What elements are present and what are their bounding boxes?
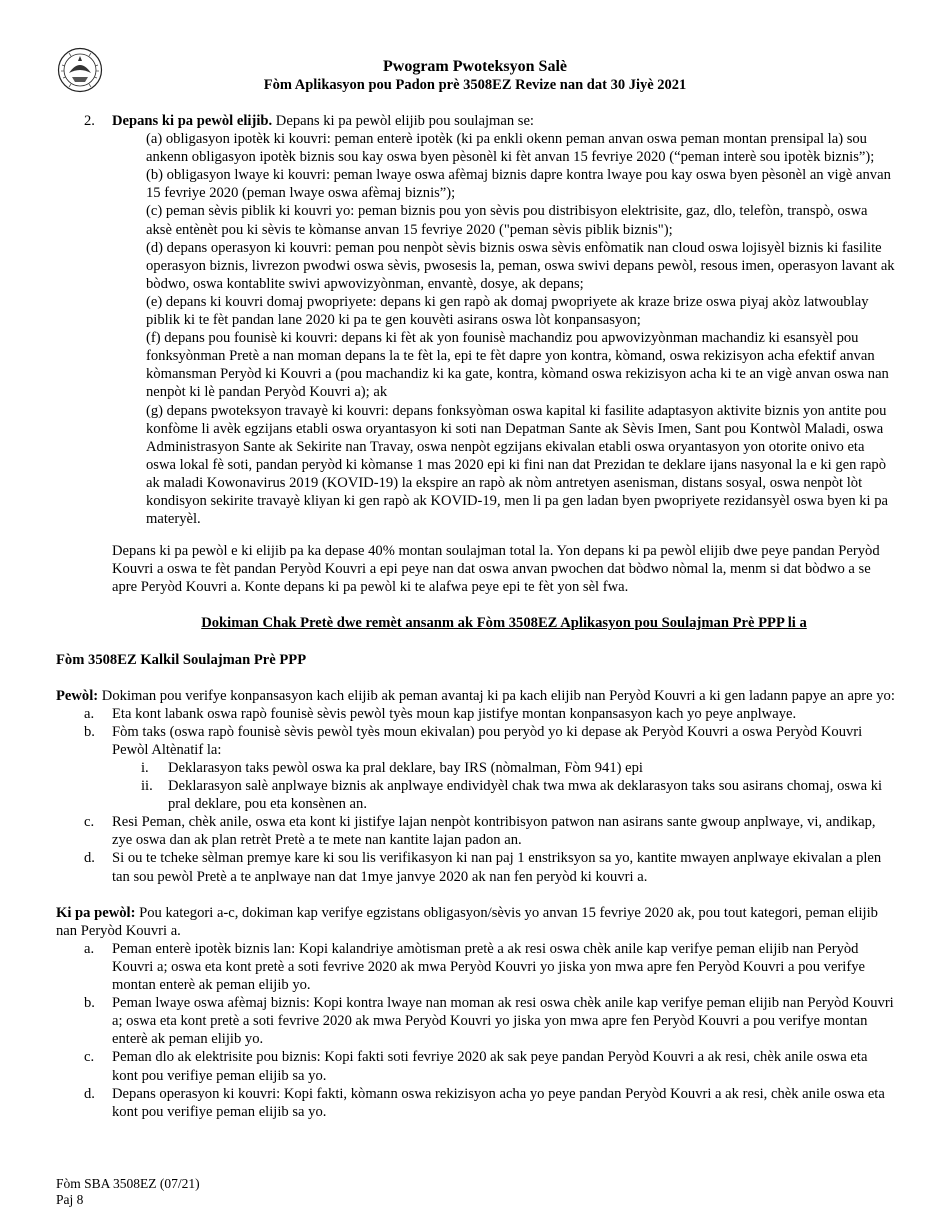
nonpayroll-paragraph: [56, 904, 896, 940]
list-marker: d.: [84, 850, 95, 867]
list-item-text: Deklarasyon taks pewòl oswa ka pral deklare, bay IRS (nòmalman, Fòm 941) epi: [168, 760, 643, 776]
list-item: [56, 705, 896, 723]
page-footer: [56, 1176, 200, 1208]
list-item-roman: [56, 777, 896, 813]
item-heading: Depans ki pa pewòl elijib.: [112, 113, 273, 129]
list-item-text: Resi Peman, chèk anile, oswa eta kont ki jistifye lajan nenpòt kontribisyon patwon nan asirans sante gwoup anplwaye, vi, andikap, zye oswa dan ak plan retrèt Pretè a te mete nan kantite lajan padon an.: [112, 814, 876, 849]
list-item-text: Peman dlo ak elektrisite pou biznis: Kopi fakti soti fevriye 2020 ak sak peye pandan Peryòd Kouvri a ak resi, chèk anile oswa eta kont pou verifiye peman elijib sa yo.: [112, 1049, 868, 1084]
item-number: 2.: [84, 113, 95, 129]
document-subtitle: Fòm Aplikasyon pou Padon prè 3508EZ Revize nan dat 30 Jiyè 2021: [263, 77, 687, 93]
nonpayroll-label: Ki pa pewòl:: [56, 904, 136, 921]
list-marker: c.: [84, 1049, 95, 1066]
document-header: [0, 57, 950, 95]
list-item-text: Peman enterè ipotèk biznis lan: Kopi kalandriye amòtisman pretè a ak resi oswa chèk anile kap verifye peman elijib nan Peryòd Kouvri a; oswa eta kont pretè a soti fevrive 2020 ak mwa Peryòd Kouvri yo jiska yon mwa apre fen Peryòd Kouvri a pou verifye montan enterè ak peman elijib yo.: [112, 940, 865, 994]
list-item-text: Depans operasyon ki kouvri: Kopi fakti, kòmann oswa rekizisyon acha yo peye pandan Peryòd Kouvri a ak resi, chèk anile oswa eta kont pou verifiye peman elijib sa yo.: [112, 1085, 885, 1120]
form-heading: Fòm 3508EZ Kalkil Soulajman Prè PPP: [56, 651, 307, 668]
list-marker: b.: [84, 995, 95, 1012]
list-marker: ii.: [141, 778, 153, 795]
nonpayroll-costs-item: [56, 112, 896, 130]
list-item: [56, 940, 896, 994]
list-marker: a.: [84, 705, 95, 722]
list-item-text: Si ou te tcheke sèlman premye kare ki sou lis verifikasyon ki nan paj 1 enstriksyon sa yo, kantite mwayen anplwaye ekivalan a plen tan sou pewòl Pretè a te anplwaye nan dat 1mye janvye 2020 ak nan fen peryòd ki kouvri a.: [112, 850, 882, 885]
subitem-a: (a) obligasyon ipotèk ki kouvri: peman enterè ipotèk (ki pa enkli okenn peman anvan oswa peman montan prensipal la) sou ankenn obligasyon ipotèk biznis sou kay oswa byen pèsonèl ki fèt anvan 15 fevriye 2020 (“peman interè sou ipotèk biznis”);: [146, 131, 875, 166]
list-item: [56, 813, 896, 849]
list-marker: c.: [84, 814, 95, 831]
payroll-text: Dokiman pou verifye konpansasyon kach elijib ak peman avantaj ki pa kach elijib nan Peryòd Kouvri a ki gen ladann papye an apre yo:: [98, 687, 895, 704]
list-item: [56, 1085, 896, 1121]
list-item-text: Deklarasyon salè anplwaye biznis ak anplwaye endividyèl chak twa mwa ak deklarasyon taks sou asirans chomaj, oswa ki pral deklare, pou eta konsènen an.: [168, 778, 883, 813]
nonpayroll-text: Pou kategori a-c, dokiman kap verifye egzistans obligasyon/sèvis yo anvan 15 fevriye 2020 ak, pou tout kategori, peman elijib nan Peryòd Kouvri a.: [56, 904, 878, 939]
subitem-d: (d) depans operasyon ki kouvri: peman pou nenpòt sèvis biznis oswa sèvis enfòmatik nan cloud oswa lojisyèl biznis ki fasilite operasyon biznis, livrezon pwodwi oswa sèvis, pwosesis la, peman, oswa swivi depans pewòl, resous imen, operasyon lavant ak bòdwo, oswa kontablite swivi apwovizyònman, envantè, dosye, ak depans;: [146, 239, 895, 292]
list-item-roman: [56, 759, 896, 777]
list-item-text: Fòm taks (oswa rapò founisè sèvis pewòl tyès moun ekivalan) pou peryòd yo ki depase ak Peryòd Kouvri a oswa Peryòd Kouvri Pewòl Altènatif la:: [112, 723, 863, 758]
page-number: Paj 8: [56, 1192, 84, 1207]
list-marker: i.: [141, 760, 149, 776]
subitem-g: (g) depans pwoteksyon travayè ki kouvri: depans fonksyòman oswa kapital ki fasilite adaptasyon aktivite biznis yon antite pou konfòme li avèk egzijans etabli oswa oryantasyon ki soti nan Depatman Sante ak Sèvis Imen, Sant pou Kontwòl Maladi, oswa Administrasyon Sante ak Sekirite nan Travay, oswa nenpòt egzijans ekivalan etabli oswa oryantasyon yon otorite onivo eta oswa lokal fè soti, pandan peryòd ki kòmanse 1 mas 2020 epi ki fini nan dat Prezidan te deklare ijans nasyonal la e ki gen rapò ak maladi Kowonavirus 2019 (KOVID-19) la ekspire an rapò ak nòm antretyen asenisman, distans sosyal, oswa nenpòt lòt kondisyon sekirite travayè kliyan ki gen rapò ak KOVID-19, men li pa gen ladan byen pwopriyete rezidansyèl oswa byen ki pa materyèl.: [146, 402, 889, 528]
payroll-paragraph: [56, 687, 896, 705]
list-marker: b.: [84, 723, 95, 740]
list-item: [56, 994, 896, 1048]
list-marker: d.: [84, 1085, 95, 1102]
list-item: [56, 723, 896, 759]
list-marker: a.: [84, 940, 95, 957]
list-item: [56, 1048, 896, 1084]
subitem-f: (f) depans pou founisè ki kouvri: depans ki fèt ak yon founisè machandiz pou apwovizyònman machandiz ki esansyèl pou fonksyònman Pretè a nan moman depans la te fèt la, epi te fèt dapre yon kontra, kòmand, oswa rekizisyon acha efektif anvan kòmansman Peryòd ki Kouvri a (pou machandiz ki ka gate, kontra, kòmand oswa rekizisyon acha ki te an vigè anvan oswa nan nenpòt ki lè pandan Peryòd Kouvri a); ak: [146, 330, 889, 401]
subitem-c: (c) peman sèvis piblik ki kouvri yo: peman biznis pou yon sèvis pou distribisyon elektrisite, gaz, dlo, telefòn, transpò, oswa aksè entènèt pou ki sèvis te kòmanse anvan 15 fevriye 2020 ("peman sèvis piblik biznis");: [146, 203, 868, 238]
form-id: Fòm SBA 3508EZ (07/21): [56, 1176, 200, 1191]
document-title: Pwogram Pwoteksyon Salè: [383, 58, 567, 75]
list-item: [56, 849, 896, 885]
list-item-text: Eta kont labank oswa rapò founisè sèvis pewòl tyès moun kap jistifye montan konpansasyon kach yo peye anplwaye.: [112, 705, 797, 722]
item-intro: Depans ki pa pewòl elijib pou soulajman se:: [272, 113, 534, 129]
documents-heading: Dokiman Chak Pretè dwe remèt ansanm ak Fòm 3508EZ Aplikasyon pou Soulajman Prè PPP li a: [201, 615, 807, 632]
subitem-e: (e) depans ki kouvri domaj pwopriyete: depans ki gen rapò ak domaj pwopriyete ak kraze brize oswa piyaj akòz latwoublay piblik ki te fèt pandan lane 2020 ki pa te gen kouvèti asirans oswa lòt konpansasyon;: [146, 293, 869, 329]
list-item-text: Peman lwaye oswa afèmaj biznis: Kopi kontra lwaye nan moman ak resi oswa chèk anile kap verifye peman elijib nan Peryòd Kouvri a; oswa eta kont pretè a soti fevrive 2020 ak mwa Peryòd Kouvri yo jiska yon mwa apre fen Peryòd Kouvri a pou verifye montan enterè ak peman elijib yo.: [112, 995, 894, 1048]
payroll-label: Pewòl:: [56, 687, 99, 704]
subitem-b: (b) obligasyon lwaye ki kouvri: peman lwaye oswa afèmaj biznis dapre kontra lwaye pou kay oswa byen pèsonèl an vigè anvan 15 fevriye 2020 (peman lwaye oswa afèmaj biznis”);: [146, 167, 891, 202]
nonpayroll-closing-paragraph: Depans ki pa pewòl e ki elijib pa ka depase 40% montan soulajman total la. Yon depans ki pa pewòl elijib dwe peye pandan Peryòd Kouvri a oswa te fèt pandan Peryòd Kouvri a epi peye nan dat oswa anvan pwochen dat bòdwo nòmal la, menm si dat bòdwo a se apre Peryòd Kouvri a. Konte depans ki pa pewòl ki te alafwa peye epi te fèt yon sèl fwa.: [112, 543, 880, 596]
document-body: [56, 112, 896, 1121]
